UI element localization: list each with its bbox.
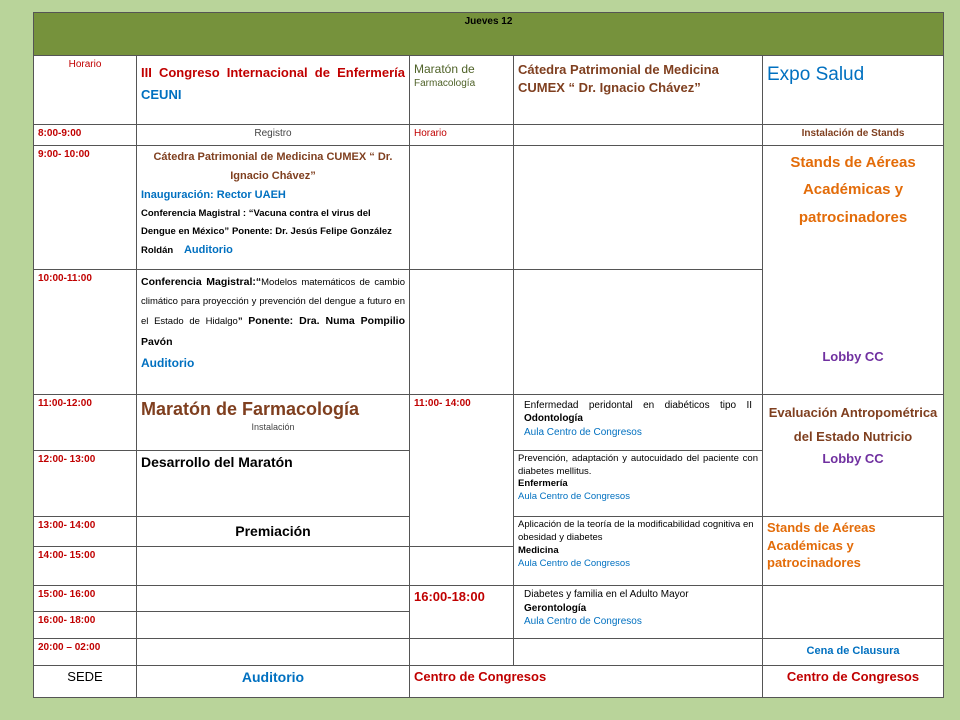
empty-cell bbox=[514, 638, 763, 665]
schedule-table bbox=[33, 12, 944, 698]
time-20-02: 20:00 – 02:00 bbox=[34, 638, 137, 665]
time-16-18: 16:00- 18:00 bbox=[34, 611, 137, 638]
title-row bbox=[34, 13, 944, 56]
catedra-session-cell bbox=[137, 145, 410, 270]
time-14-15: 14:00- 15:00 bbox=[34, 547, 137, 586]
lobby-cc-label-2: Lobby CC bbox=[822, 451, 884, 466]
stands-expo-cell bbox=[763, 145, 944, 394]
ponente-gonzalez-text: Ponente: Dr. Jesús Felipe González Roldán bbox=[141, 225, 392, 256]
empty-cell bbox=[137, 611, 410, 638]
stands-aereas-cell-2: Stands de Aéreas Académicas y patrocinadores bbox=[763, 517, 944, 586]
sede-centro-congresos-2: Centro de Congresos bbox=[763, 665, 944, 697]
stands-aereas-text: Stands de Aéreas Académicas y patrocinadores bbox=[790, 153, 916, 227]
catedra-header: Cátedra Patrimonial de Medicina CUMEX “ Dr. Ignacio Chávez” bbox=[514, 56, 763, 125]
conferencia-cambio-text: Modelos matemáticos de cambio climático para proyección y prevención del dengue a futuro en el Estado de Hidalgo bbox=[141, 277, 405, 328]
empty-cell bbox=[410, 145, 514, 270]
maraton-farmacologia-title: Maratón de Farmacología bbox=[141, 398, 360, 419]
conferencia-cambio-climatico-cell bbox=[137, 270, 410, 395]
evaluacion-antropometrica-text: Evaluación Antropométrica del Estado Nutricio bbox=[768, 404, 938, 445]
empty-cell bbox=[410, 638, 514, 665]
instalacion-label: Instalación bbox=[251, 421, 295, 432]
maraton-header bbox=[410, 56, 514, 125]
aula-congresos-label-2: Aula Centro de Congresos bbox=[518, 491, 630, 503]
day-title: Jueves 12 bbox=[34, 13, 944, 56]
sede-label: SEDE bbox=[34, 665, 137, 697]
prevencion-cell bbox=[514, 450, 763, 516]
auditorio-label-1: Auditorio bbox=[183, 243, 233, 256]
enfermeria-label: Enfermería bbox=[518, 478, 568, 490]
time-15-16: 15:00- 16:00 bbox=[34, 586, 137, 611]
premiacion-cell: Premiación bbox=[137, 517, 410, 547]
registro-cell: Registro bbox=[137, 125, 410, 145]
horario-cell: Horario bbox=[410, 125, 514, 145]
aplicacion-teoria-cell bbox=[514, 517, 763, 586]
sede-auditorio: Auditorio bbox=[137, 665, 410, 697]
cena-clausura-cell: Cena de Clausura bbox=[763, 638, 944, 665]
lobby-cc-label-1: Lobby CC bbox=[822, 348, 884, 364]
catedra-session-title: Cátedra Patrimonial de Medicina CUMEX “ Dr. Ignacio Chávez” bbox=[153, 150, 393, 182]
empty-cell bbox=[763, 586, 944, 638]
row-20-02 bbox=[34, 638, 944, 665]
ponente-pavon-text: Ponente: Dra. Numa Pompilio Pavón bbox=[141, 315, 405, 348]
medicina-label: Medicina bbox=[518, 544, 559, 556]
conferencia-dengue-text: Conferencia Magistral : “Vacuna contra el virus del Dengue en México” bbox=[141, 208, 371, 237]
aplicacion-teoria-text: Aplicación de la teoría de la modificabilidad cognitiva en obesidad y diabetes bbox=[518, 519, 754, 543]
row-9-10 bbox=[34, 145, 944, 270]
time-9-10: 9:00- 10:00 bbox=[34, 145, 137, 270]
row-11-12 bbox=[34, 394, 944, 450]
gerontologia-label: Gerontología bbox=[524, 602, 587, 614]
maraton-farmacologia-cell bbox=[137, 394, 410, 450]
diabetes-familia-cell bbox=[514, 586, 763, 638]
aula-congresos-label-4: Aula Centro de Congresos bbox=[524, 616, 642, 628]
conferencia-label: Conferencia Magistral:“ bbox=[141, 276, 262, 289]
sede-centro-congresos-1: Centro de Congresos bbox=[410, 665, 763, 697]
row-8-9 bbox=[34, 125, 944, 145]
time-13-14: 13:00- 14:00 bbox=[34, 517, 137, 547]
empty-cell bbox=[137, 547, 410, 586]
empty-cell bbox=[514, 270, 763, 395]
maraton-header-line2: Farmacología bbox=[414, 78, 476, 90]
prevencion-text: Prevención, adaptación y autocuidado del paciente con diabetes mellitus. bbox=[518, 452, 758, 477]
instalacion-stands-cell: Instalación de Stands bbox=[763, 125, 944, 145]
empty-cell bbox=[137, 586, 410, 611]
ceuni-label: CEUNI bbox=[141, 86, 182, 102]
conferencia-close-quote: ” bbox=[237, 316, 243, 328]
evaluacion-antropometrica-cell bbox=[763, 394, 944, 517]
empty-cell bbox=[514, 145, 763, 270]
inauguracion-label: Inauguración: Rector UAEH bbox=[141, 189, 286, 202]
desarrollo-maraton-cell: Desarrollo del Maratón bbox=[137, 450, 410, 516]
empty-cell bbox=[514, 125, 763, 145]
auditorio-label-2: Auditorio bbox=[141, 356, 195, 371]
empty-cell bbox=[137, 638, 410, 665]
congreso-title: III Congreso Internacional de Enfermería bbox=[141, 65, 405, 81]
enfermedad-peridontal-text: Enfermedad peridontal en diabéticos tipo II bbox=[524, 399, 752, 411]
hora-11-14-cell: 11:00- 14:00 bbox=[410, 394, 514, 547]
time-8-9: 8:00-9:00 bbox=[34, 125, 137, 145]
aula-congresos-label-1: Aula Centro de Congresos bbox=[524, 426, 642, 438]
row-15-16 bbox=[34, 586, 944, 611]
time-11-12: 11:00-12:00 bbox=[34, 394, 137, 450]
maraton-header-line1: Maratón de bbox=[414, 62, 475, 77]
aula-congresos-label-3: Aula Centro de Congresos bbox=[518, 557, 630, 569]
empty-cell bbox=[410, 547, 514, 586]
odontologia-label: Odontología bbox=[524, 413, 583, 425]
sede-row bbox=[34, 665, 944, 697]
time-10-11: 10:00-11:00 bbox=[34, 270, 137, 395]
hora-16-18-cell: 16:00-18:00 bbox=[410, 586, 514, 638]
column-header-row bbox=[34, 56, 944, 125]
horario-header: Horario bbox=[34, 56, 137, 125]
enfermedad-peridontal-cell bbox=[514, 394, 763, 450]
congreso-header bbox=[137, 56, 410, 125]
time-12-13: 12:00- 13:00 bbox=[34, 450, 137, 516]
empty-cell bbox=[410, 270, 514, 395]
diabetes-familia-text: Diabetes y familia en el Adulto Mayor bbox=[524, 589, 689, 601]
expo-salud-header: Expo Salud bbox=[763, 56, 944, 125]
